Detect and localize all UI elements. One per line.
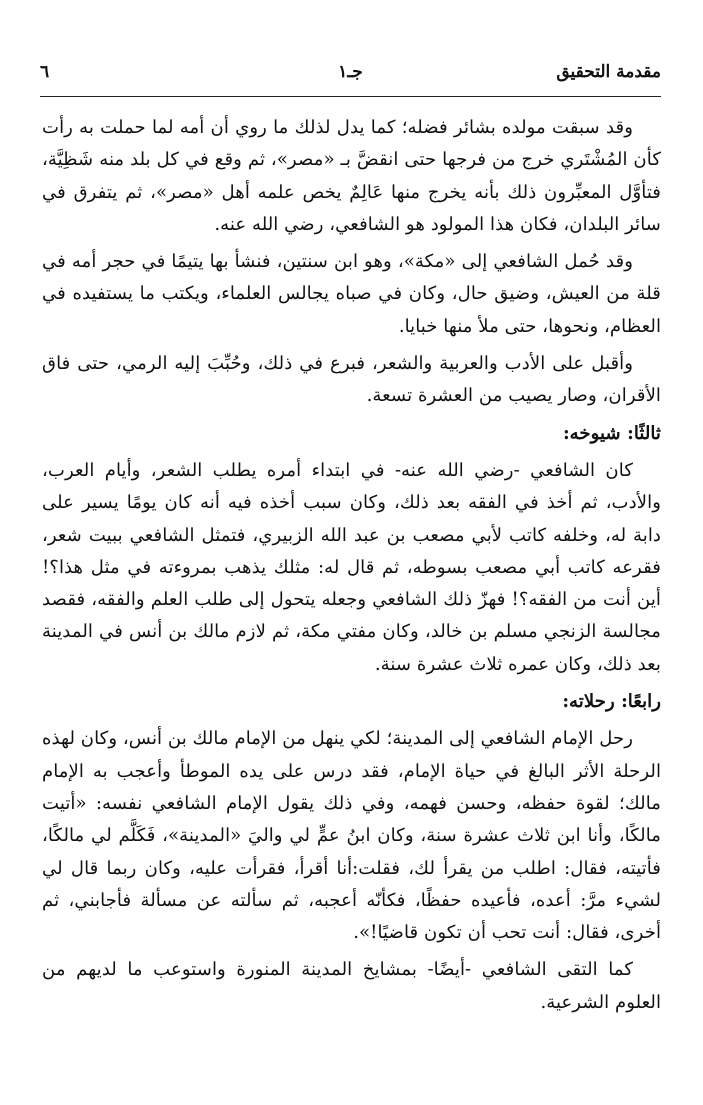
paragraph-mecca-upbringing: وقد حُمل الشافعي إلى «مكة»، وهو ابن سنتين، فنشأ بها يتيمًا في حجر أمه في قلة من العيش، وضيق حال، وكان في صباه يجالس العلماء، ويكتب ما يستفيده في العظام، ونحوها، حتى ملأ منها خبايا. xyxy=(42,251,661,337)
paragraph-travels: رحل الإمام الشافعي إلى المدينة؛ لكي ينهل من الإمام مالك بن أنس، وكان لهذه الرحلة الأثر البالغ في حياة الإمام، فقد درس على يده الموطأ وأعجب به الإمام مالك؛ لقوة حفظه، وحسن فهمه، وفي ذلك يقول الإمام الشافعي نفسه: «أتيت مالكًا، وأنا ابن ثلاث عشرة سنة، وكان ابنُ عمٍّ لي واليَ «المدينة»، فَكَلَّم لي مالكًا، فأتيته، فقال: اطلب من يقرأ لك، فقلت:أنا أقرأ، فقرأت عليه، وكان ربما قال لي لشيء مرَّ: أعده، فأعيده حفظًا، فكأنّه أعجبه، ثم سألته عن مسألة فأجابني، ثم أخرى، فقال: أنت تحب أن تكون قاضيًا!». xyxy=(42,728,661,944)
volume-label: جـ١ xyxy=(338,62,363,82)
paragraph-teachers: كان الشافعي -رضي الله عنه- في ابتداء أمره يطلب الشعر، وأيام العرب، والأدب، ثم أخذ في الفقه بعد ذلك، وكان سبب أخذه فيه أنه كان يومًا يسير على دابة له، وخلفه كاتب لأبي مصعب بن عبد الله الزبيري، فتمثل الشافعي ببيت شعر، فقرعه كاتب أبي مصعب بسوطه، ثم قال له: مثلك يذهب بمروءته في مثل هذا؟! أين أنت من الفقه؟! فهزّ ذلك الشافعي وجعله يتحول إلى طلب العلم والفقه، فقصد مجالسة الزنجي مسلم بن خالد، وكان مفتي مكة، ثم لازم مالك بن أنس في المدينة بعد ذلك، وكان عمره ثلاث عشرة سنة. xyxy=(42,459,661,675)
header-rule xyxy=(40,96,661,97)
page-number: ٦ xyxy=(40,62,50,82)
heading-travels: رابعًا: رحلاته: xyxy=(562,691,661,713)
heading-teachers: ثالثًا: شيوخه: xyxy=(562,422,661,444)
section-title: مقدمة التحقيق xyxy=(556,62,661,82)
paragraph-medina-scholars: كما التقى الشافعي -أيضًا- بمشايخ المدينة المنورة واستوعب ما لديهم من العلوم الشرعية. xyxy=(42,959,661,1013)
paragraph-birth-omens: وقد سبقت مولده بشائر فضله؛ كما يدل لذلك ما روي أن أمه لما حملت به رأت كأن المُشْتَري خرج من فرجها حتى انقضَّ بـ «مصر»، ثم وقع في كل بلد منه شَظِيَّة، فتأوَّل المعبِّرون ذلك بأنه يخرج منها عَالِمٌ يخص علمه أهل «مصر»، ثم يتفرق في سائر البلدان، فكان هذا المولود هو الشافعي، رضي الله عنه. xyxy=(42,117,661,235)
body-text xyxy=(42,112,661,1024)
paragraph-literature-archery: وأقبل على الأدب والعربية والشعر، فبرع في ذلك، وحُبِّبَ إليه الرمي، حتى فاق الأقران، وصار يصيب من العشرة تسعة. xyxy=(42,353,661,407)
page-header xyxy=(40,58,661,94)
